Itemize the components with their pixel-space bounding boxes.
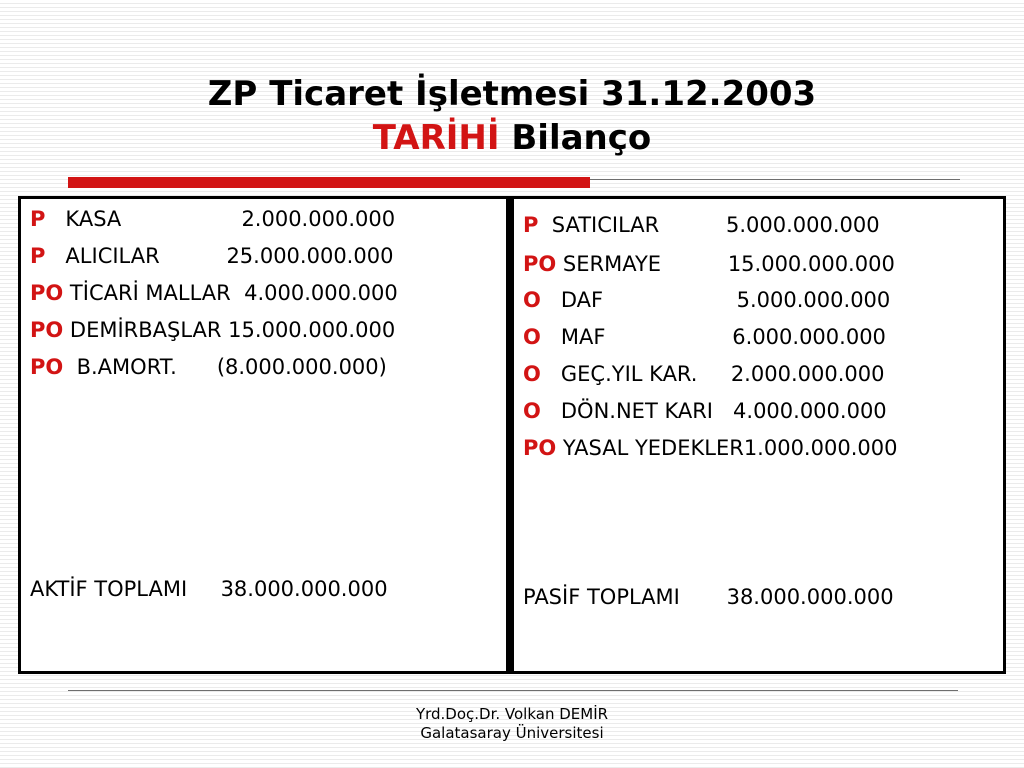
liability-text: YASAL YEDEKLER1.000.000.000 bbox=[556, 436, 898, 460]
title-line-1: ZP Ticaret İşletmesi 31.12.2003 bbox=[207, 74, 817, 114]
liability-code: O bbox=[523, 288, 541, 312]
asset-code: P bbox=[30, 207, 46, 231]
asset-code: PO bbox=[30, 318, 64, 342]
liability-row bbox=[523, 212, 880, 238]
asset-text: TİCARİ MALLAR 4.000.000.000 bbox=[63, 281, 398, 305]
footer bbox=[0, 705, 1024, 743]
liabilities-total-label: PASİF TOPLAMI bbox=[523, 585, 680, 609]
assets-total-label: AKTİF TOPLAMI bbox=[30, 577, 188, 601]
bottom-divider-line bbox=[68, 690, 958, 691]
liability-text: MAF 6.000.000.000 bbox=[540, 325, 886, 349]
asset-row bbox=[30, 243, 393, 269]
title-emphasis: TARİHİ bbox=[372, 118, 500, 158]
liability-row bbox=[523, 398, 887, 424]
asset-row bbox=[30, 354, 387, 380]
liability-text: SERMAYE 15.000.000.000 bbox=[556, 252, 895, 276]
liability-code: O bbox=[523, 399, 541, 423]
liability-row bbox=[523, 435, 897, 461]
title-line-2 bbox=[0, 116, 1024, 160]
liability-text: DAF 5.000.000.000 bbox=[540, 288, 891, 312]
liability-code: O bbox=[523, 362, 541, 386]
asset-row bbox=[30, 280, 398, 306]
liability-row bbox=[523, 324, 886, 350]
asset-text: KASA 2.000.000.000 bbox=[45, 207, 396, 231]
asset-text: ALICILAR 25.000.000.000 bbox=[45, 244, 394, 268]
title-rest: Bilanço bbox=[511, 118, 652, 158]
assets-total-value: 38.000.000.000 bbox=[220, 577, 388, 601]
footer-author: Yrd.Doç.Dr. Volkan DEMİR bbox=[415, 705, 609, 723]
asset-text: DEMİRBAŞLAR 15.000.000.000 bbox=[63, 318, 396, 342]
asset-text: B.AMORT. (8.000.000.000) bbox=[63, 355, 387, 379]
liability-row bbox=[523, 287, 890, 313]
liability-row bbox=[523, 361, 884, 387]
slide-title bbox=[0, 72, 1024, 160]
liabilities-total-value: 38.000.000.000 bbox=[726, 585, 894, 609]
liability-text: DÖN.NET KARI 4.000.000.000 bbox=[540, 399, 887, 423]
liability-text: GEÇ.YIL KAR. 2.000.000.000 bbox=[540, 362, 885, 386]
liability-code: O bbox=[523, 325, 541, 349]
liability-row bbox=[523, 251, 895, 277]
liability-code: P bbox=[523, 213, 539, 237]
liabilities-total bbox=[523, 584, 894, 610]
asset-code: PO bbox=[30, 281, 64, 305]
asset-row bbox=[30, 206, 395, 232]
liability-text: SATICILAR 5.000.000.000 bbox=[538, 213, 880, 237]
liability-code: PO bbox=[523, 436, 557, 460]
footer-institution: Galatasaray Üniversitesi bbox=[420, 724, 604, 742]
red-accent-rule bbox=[68, 177, 590, 188]
asset-code: PO bbox=[30, 355, 64, 379]
asset-code: P bbox=[30, 244, 46, 268]
asset-row bbox=[30, 317, 395, 343]
top-divider-line bbox=[590, 179, 960, 180]
liability-code: PO bbox=[523, 252, 557, 276]
assets-total bbox=[30, 576, 388, 602]
